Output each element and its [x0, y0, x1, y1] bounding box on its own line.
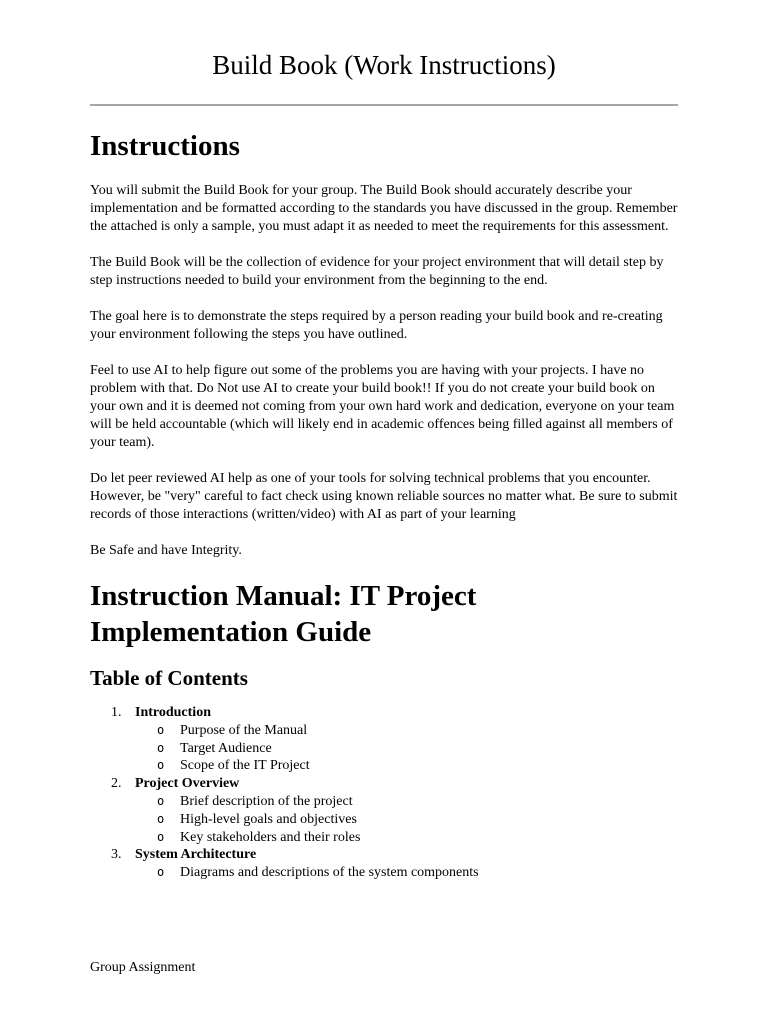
toc-subitem — [135, 722, 680, 740]
page-header-title: Build Book (Work Instructions) — [212, 50, 556, 80]
circle-bullet-icon: o — [157, 793, 165, 808]
paragraph: You will submit the Build Book for your group. The Build Book should accurately describe your implementation and be formatted according to the standards you have discussed in the group. Remember the attached is only a sample, you must adapt it as needed to meet the requirements for this assessment. — [90, 183, 678, 234]
manual-heading — [90, 578, 680, 650]
toc-number: 3. — [111, 847, 122, 863]
toc-title: System Architecture — [135, 847, 257, 863]
toc-subitem-label: Brief description of the project — [180, 793, 353, 809]
page-footer: Group Assignment — [90, 960, 196, 975]
toc-entry — [90, 846, 680, 882]
circle-bullet-icon: o — [157, 811, 165, 826]
toc-subitem-label: Key stakeholders and their roles — [180, 829, 361, 845]
paragraph: The goal here is to demonstrate the steps required by a person reading your build book and re-creating your environment following the steps you have outlined. — [90, 309, 663, 342]
toc-subitem-label: Scope of the IT Project — [180, 758, 310, 774]
manual-heading-line-1: Instruction Manual: IT Project — [90, 580, 477, 612]
toc-subitem-label: Diagrams and descriptions of the system components — [180, 865, 479, 881]
toc-title: Introduction — [135, 705, 211, 720]
header-divider — [90, 104, 678, 106]
toc-subitem-label: Target Audience — [180, 740, 272, 756]
table-of-contents — [90, 704, 680, 882]
instructions-heading: Instructions — [90, 130, 240, 162]
toc-entry — [90, 704, 680, 775]
toc-number: 1. — [111, 705, 122, 720]
manual-heading-line-2: Implementation Guide — [90, 616, 372, 648]
toc-subitem — [135, 811, 680, 829]
paragraph: The Build Book will be the collection of evidence for your project environment that will detail step by step instructions needed to build your environment from the beginning to the end. — [90, 255, 664, 288]
toc-sublist — [135, 864, 680, 882]
toc-heading: Table of Contents — [90, 666, 248, 690]
toc-subitem — [135, 829, 680, 847]
toc-subitem — [135, 757, 680, 775]
circle-bullet-icon: o — [157, 722, 165, 737]
toc-subitem — [135, 864, 680, 882]
circle-bullet-icon: o — [157, 740, 165, 755]
toc-subitem — [135, 740, 680, 758]
paragraph: Do let peer reviewed AI help as one of your tools for solving technical problems that you encounter. However, be "very" careful to fact check using known reliable sources no matter what. Be sure to submit records of those interactions (written/video) with AI as part of your learning — [90, 471, 678, 522]
toc-sublist — [135, 793, 680, 846]
toc-entry — [90, 775, 680, 846]
paragraph: Be Safe and have Integrity. — [90, 543, 242, 558]
circle-bullet-icon: o — [157, 829, 165, 844]
toc-title: Project Overview — [135, 776, 240, 792]
toc-subitem-label: Purpose of the Manual — [180, 722, 308, 738]
toc-subitem-label: High-level goals and objectives — [180, 811, 357, 827]
circle-bullet-icon: o — [157, 758, 165, 773]
paragraph: Feel to use AI to help figure out some of the problems you are having with your projects. I have no problem with that. Do Not use AI to create your build book!! If you do not create your build book on your own and it is deemed not coming from your own hard work and dedication, everyone on your team will be held accountable (which will likely end in academic offences being filled against all members of your team). — [90, 363, 675, 450]
circle-bullet-icon: o — [157, 865, 165, 880]
toc-number: 2. — [111, 776, 122, 792]
document-body — [90, 128, 680, 882]
toc-sublist — [135, 722, 680, 775]
toc-subitem — [135, 793, 680, 811]
